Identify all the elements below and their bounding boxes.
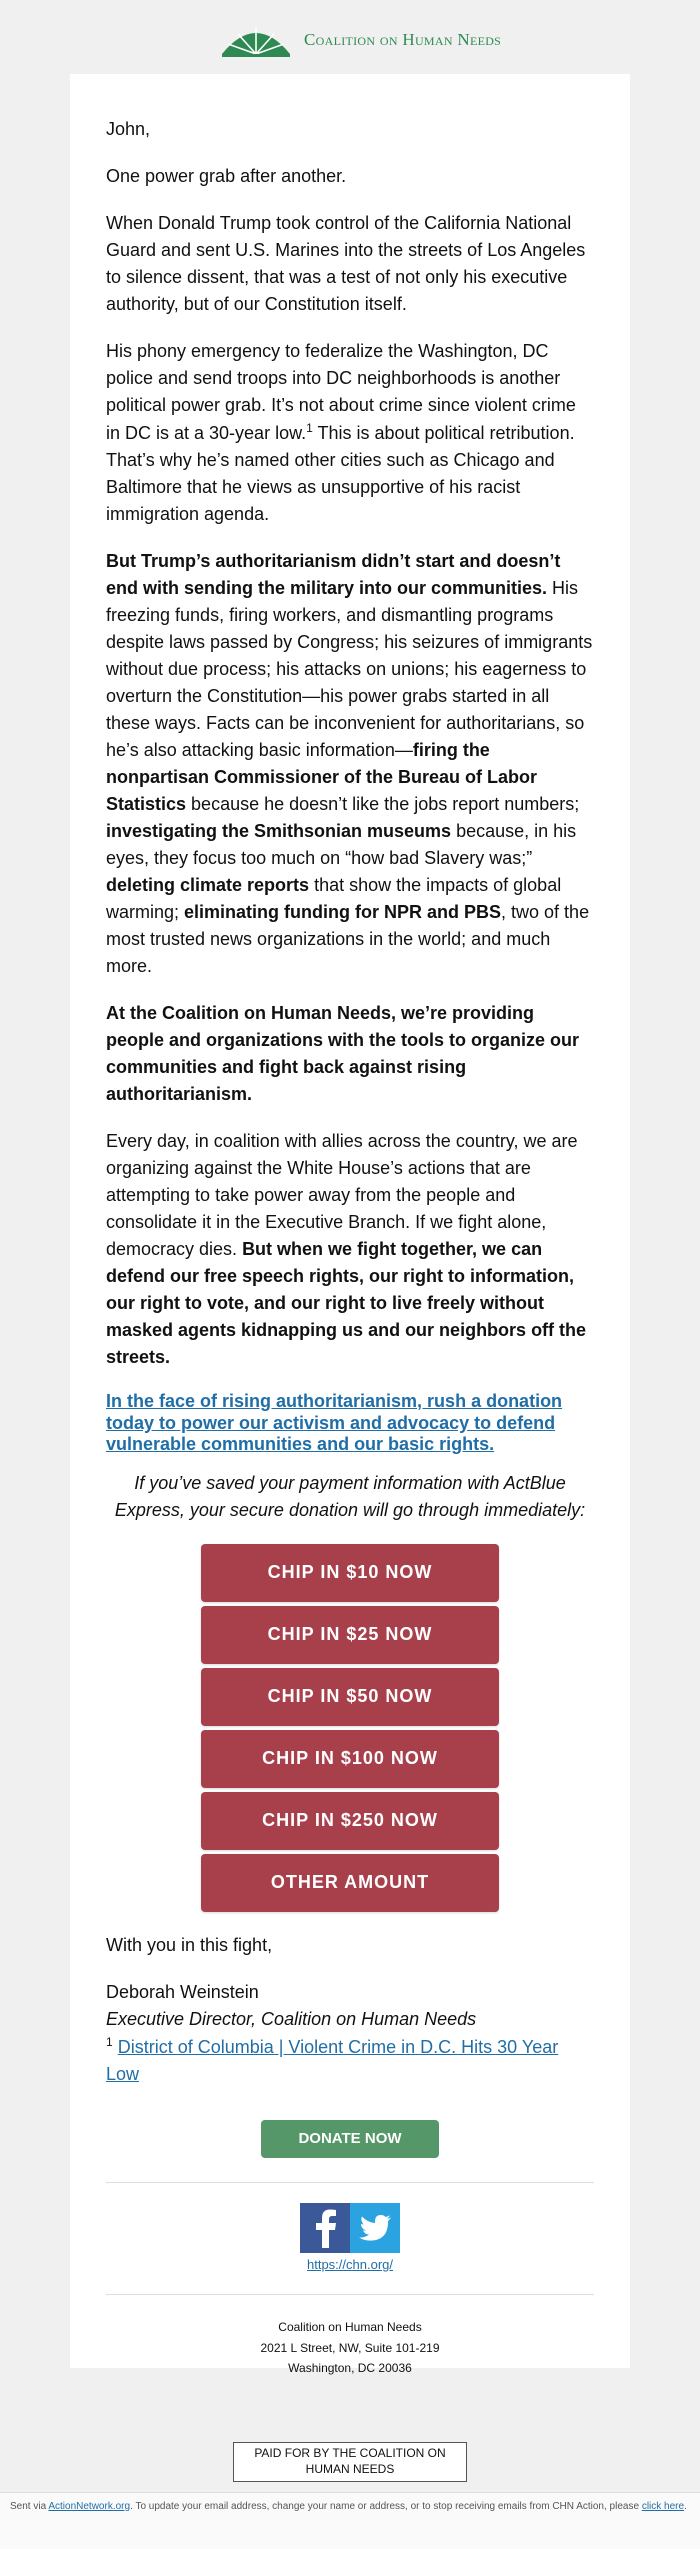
donate-wrap (106, 2120, 594, 2158)
chn-website-link[interactable]: https://chn.org/ (307, 2256, 393, 2272)
text: Every day, in coalition with allies across the country, we are organizing against the White House’s actions that are attempting to take power away from the people and consolidate it in the Executive Branch. If we fight alone, democracy dies. (106, 1131, 578, 1259)
social-section (106, 2183, 594, 2295)
closing: With you in this fight, (106, 1934, 273, 1955)
bold-text: But Trump’s authoritarianism didn’t start and doesn’t end with sending the military into our communities. (106, 551, 561, 598)
footer-text: . (684, 2501, 687, 2512)
paragraph-5: At the Coalition on Human Needs, we’re providing people and organizations with the tools to organize our communities and fight back against rising authoritarianism. (106, 1003, 580, 1104)
bold-text: eliminating funding for NPR and PBS (184, 902, 502, 922)
logo-text: Coalition on Human Needs (304, 30, 502, 49)
paragraph-6 (106, 1128, 594, 1371)
footer-text: . To update your email address, change your name or address, or to stop receiving emails from CHN Action, please (130, 2501, 642, 2512)
social-icons (300, 2203, 400, 2253)
email-body (70, 74, 630, 2378)
bold-text: firing the nonpartisan Commissioner of the Bureau of Labor Statistics (106, 740, 538, 814)
paragraph-3 (106, 338, 594, 528)
text: because, in his eyes, they focus too much on “how bad Slavery was;” (106, 821, 577, 868)
paragraph-1: One power grab after another. (106, 166, 347, 186)
chip-in-buttons (106, 1544, 594, 1916)
chn-logo[interactable] (218, 18, 518, 62)
footnote (106, 2033, 594, 2088)
chip-in-250-button[interactable]: CHIP IN $250 NOW (201, 1792, 499, 1850)
signature (106, 1979, 594, 2033)
greeting: John, (106, 119, 151, 139)
bold-text: But when we fight together, we can defend our free speech rights, our right to information, our right to vote, and our right to live freely without masked agents kidnapping us and our neighbors off the streets. (106, 1239, 587, 1367)
email-card (70, 74, 630, 2376)
text: , two of the most trusted news organizations in the world; and much more. (106, 902, 590, 976)
bold-text: investigating the Smithsonian museums (106, 821, 452, 841)
address-line-3: Washington, DC 20036 (288, 2361, 412, 2376)
chip-in-50-button[interactable]: CHIP IN $50 NOW (201, 1668, 499, 1726)
unsubscribe-link[interactable]: click here (641, 2501, 685, 2512)
text: because he doesn’t like the jobs report numbers; (186, 794, 580, 814)
text: that show the impacts of global warming; (106, 875, 562, 922)
text: His freezing funds, firing workers, and dismantling programs despite laws passed by Congress; his seizures of immigrants without due process; his attacks on unions; his eagerness to overturn the Constitution—his power grabs started in all these ways. Facts can be inconvenient for authoritarians, so he’s also attacking basic information— (106, 578, 593, 760)
paragraph-4 (106, 548, 594, 980)
signature-name: Deborah Weinstein (106, 1981, 259, 2002)
email-header (0, 0, 700, 74)
bold-text: deleting climate reports (106, 875, 310, 895)
twitter-icon[interactable] (350, 2203, 400, 2253)
tree-logo-icon (218, 20, 294, 60)
action-network-footer (0, 2492, 700, 2549)
footnote-number: 1 (106, 2034, 113, 2049)
footnote-ref: 1 (306, 421, 313, 435)
mailing-address (106, 2295, 594, 2378)
facebook-icon[interactable] (300, 2203, 350, 2253)
paid-for-disclaimer: PAID FOR BY THE COALITION ON HUMAN NEEDS (233, 2442, 467, 2482)
paragraph-3-text-2: This is about political retribution. That’s why he’s named other cities such as Chicago and Baltimore that he views as unsupportive of his racist immigration agenda. (106, 423, 575, 524)
address-line-2: 2021 L Street, NW, Suite 101-219 (260, 2340, 440, 2355)
address-line-1: Coalition on Human Needs (278, 2320, 422, 2335)
footer-text: Sent via (10, 2501, 49, 2512)
actblue-express-note: If you’ve saved your payment information with ActBlue Express, your secure donation will go through immediately: (114, 1472, 586, 1520)
chip-in-25-button[interactable]: CHIP IN $25 NOW (201, 1606, 499, 1664)
chip-in-100-button[interactable]: CHIP IN $100 NOW (201, 1730, 499, 1788)
footnote-link[interactable]: District of Columbia | Violent Crime in D.C. Hits 30 Year Low (106, 2036, 559, 2084)
actionnetwork-link[interactable]: ActionNetwork.org (48, 2501, 131, 2512)
paragraph-3-text: His phony emergency to federalize the Washington, DC police and send troops into DC neighborhoods is another political power grab. It’s not about crime since violent crime in DC is at a 30-year low. (106, 341, 576, 443)
closing-section (106, 1932, 594, 2088)
signature-title: Executive Director, Coalition on Human Needs (106, 2008, 477, 2029)
paragraph-2: When Donald Trump took control of the California National Guard and sent U.S. Marines into the streets of Los Angeles to silence dissent, that was a test of not only his executive authority, but of our Constitution itself. (106, 213, 586, 314)
donate-now-button[interactable]: DONATE NOW (261, 2120, 439, 2158)
other-amount-button[interactable]: OTHER AMOUNT (201, 1854, 499, 1912)
donation-ask-link[interactable]: In the face of rising authoritarianism, rush a donation today to power our activism and advocacy to defend vulnerable communities and our basic rights. (106, 1391, 563, 1455)
chip-in-10-button[interactable]: CHIP IN $10 NOW (201, 1544, 499, 1602)
